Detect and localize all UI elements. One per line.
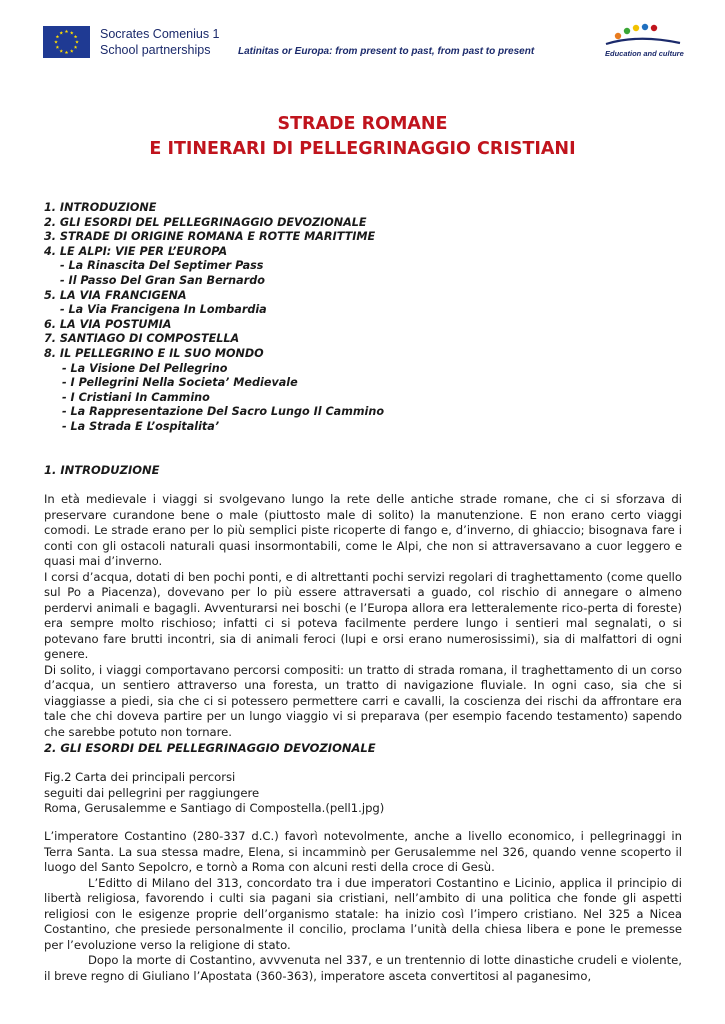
caption-line: seguiti dai pellegrini per raggiungere (44, 785, 260, 800)
eu-star-icon (54, 40, 58, 43)
eu-flag-icon (43, 26, 90, 58)
paragraph: In età medievale i viaggi si svolgevano lungo la rete delle antiche strade romane, che ci si sforzava di preservare curandone bene o male (piuttosto male di solito) la manutenzione. E non erano certo viaggi comodi. Le strade erano per lo più semplici piste ricoperte di fango e, d’inverno, di ghiaccio; bisognava fare i conti con gli ostacoli naturali quasi insormontabili, come le Alpi, che non si attraversavano a cuor leggero e quasi mai d’inverno. (44, 492, 682, 568)
paragraph: I corsi d’acqua, dotati di ben pochi ponti, e di altrettanti pochi servizi regolari di traghettamento (come quello sul Po a Piacenza), dovevano per lo più essere attraversati a guado, col rischio di annegare o almeno perdervi animali e bagagli. Avventurarsi nei boschi (e l’Europa allora era letteralemente rico-perta di foreste) era sempre molto rischioso; infatti ci si poteva facilmente perdere lungo i sentieri mal segnalati, o si potevano fare brutti incontri, sia di animali feroci (lupi e orsi erano numerosissimi), sia di malfattori di ogni genere. (44, 569, 682, 661)
toc-subitem-septimer: - La Rinascita Del Septimer Pass (60, 259, 264, 273)
toc-subitem-societa: - I Pellegrini Nella Societa’ Medievale (62, 376, 298, 390)
eu-star-icon (65, 30, 69, 33)
eu-star-icon (70, 31, 74, 34)
title-line-2: E ITINERARI DI PELLEGRINAGGIO CRISTIANI (149, 139, 576, 159)
program-line-2: School partnerships (100, 43, 211, 57)
page-title (0, 112, 725, 162)
caption-line: Fig.2 Carta dei principali percorsi (44, 770, 236, 784)
caption-line: Roma, Gerusalemme e Santiago di Compostella.(pell1.jpg) (44, 801, 385, 815)
title-line-1: STRADE ROMANE (277, 114, 448, 134)
section-introduzione-body (44, 492, 682, 740)
toc-item-strade-romane: 3. STRADE DI ORIGINE ROMANA E ROTTE MARITTIME (44, 230, 376, 244)
section-heading-introduzione: 1. INTRODUZIONE (44, 463, 160, 477)
toc-item-alpi: 4. LE ALPI: VIE PER L’EUROPA (44, 244, 228, 258)
toc-subitem-francigena-lombardia: - La Via Francigena In Lombardia (60, 303, 267, 317)
toc-item-esordi: 2. GLI ESORDI DEL PELLEGRINAGGIO DEVOZIONALE (44, 215, 367, 229)
toc-subitem-gran-san-bernardo: - Il Passo Del Gran San Bernardo (60, 273, 265, 287)
eu-star-icon (59, 31, 63, 34)
toc-item-pellegrino: 8. IL PELLEGRINO E IL SUO MONDO (44, 346, 264, 360)
project-motto: Latinitas or Europa: from present to past, from past to present (238, 46, 535, 57)
table-of-contents (44, 201, 684, 435)
toc-item-santiago: 7. SANTIAGO DI COMPOSTELLA (44, 332, 240, 346)
paragraph: Dopo la morte di Costantino, avvvenuta nel 337, e un trentennio di lotte dinastiche crudeli e violente, il breve regno di Giuliano l’Apostata (360-363), imperatore asceta convertitosi al paganesimo, (44, 953, 682, 983)
eu-star-icon (74, 35, 78, 38)
page-header (0, 0, 725, 80)
toc-subitem-ospitalita: - La Strada E L’ospitalita’ (62, 419, 220, 433)
toc-item-introduzione: 1. INTRODUZIONE (44, 201, 157, 214)
eu-star-icon (70, 49, 74, 52)
eu-star-icon (56, 35, 60, 38)
paragraph: L’Editto di Milano del 313, concordato tra i due imperatori Costantino e Licinio, applica il principio di libertà religiosa, favorendo i culti sia pagani sia cristiani, nell’ambito di una politica che fonde gli aspetti religiosi con le esigenze proprie dell’organismo statale: ha inizio così l’impero cristiano. Nel 325 a Nicea Costantino, che presiede personalmente il concilio, proclama l’unità della chiesa libera e pone le premesse per l’evoluzione verso la religione di stato. (44, 875, 682, 952)
toc-item-postumia: 6. LA VIA POSTUMIA (44, 317, 172, 331)
education-culture-label: Education and culture (605, 49, 684, 58)
toc-subitem-cristiani: - I Cristiani In Cammino (62, 390, 210, 404)
toc-subitem-sacro: - La Rappresentazione Del Sacro Lungo Il Cammino (62, 405, 385, 419)
section-esordi-body (44, 829, 682, 984)
program-label (100, 26, 220, 58)
paragraph: L’imperatore Costantino (280-337 d.C.) favorì notevolmente, anche a livello economico, i pellegrinaggi in Terra Santa. La sua stessa madre, Elena, si incamminò per Gerusalemme nel 326, quando venne scoperto il luogo del Santo Sepolcro, e tornò a Roma con alcuni resti della croce di Gesù. (44, 829, 682, 874)
eu-star-icon (59, 49, 63, 52)
eu-star-icon (74, 45, 78, 48)
program-line-1: Socrates Comenius 1 (100, 27, 220, 41)
eu-star-icon (56, 45, 60, 48)
section-heading-esordi: 2. GLI ESORDI DEL PELLEGRINAGGIO DEVOZIONALE (44, 741, 376, 755)
paragraph: Di solito, i viaggi comportavano percorsi compositi: un tratto di strada romana, il traghettamento di un corso d’acqua, un sentiero attraverso una foresta, un tratto di navigazione fluviale. In ogni caso, sia che si viaggiasse a piedi, sia che ci si potessero permettere carri e cavalli, la coscienza dei rischi da affrontare era tale che chi doveva partire per un lungo viaggio vi si preparava (per esempio facendo testamento) sapendo che sarebbe potuto non tornare. (44, 662, 682, 739)
figure-caption (44, 770, 384, 817)
eu-star-icon (75, 40, 79, 43)
toc-subitem-visione: - La Visione Del Pellegrino (62, 361, 228, 375)
eu-star-icon (65, 51, 69, 54)
toc-item-francigena: 5. LA VIA FRANCIGENA (44, 288, 187, 302)
